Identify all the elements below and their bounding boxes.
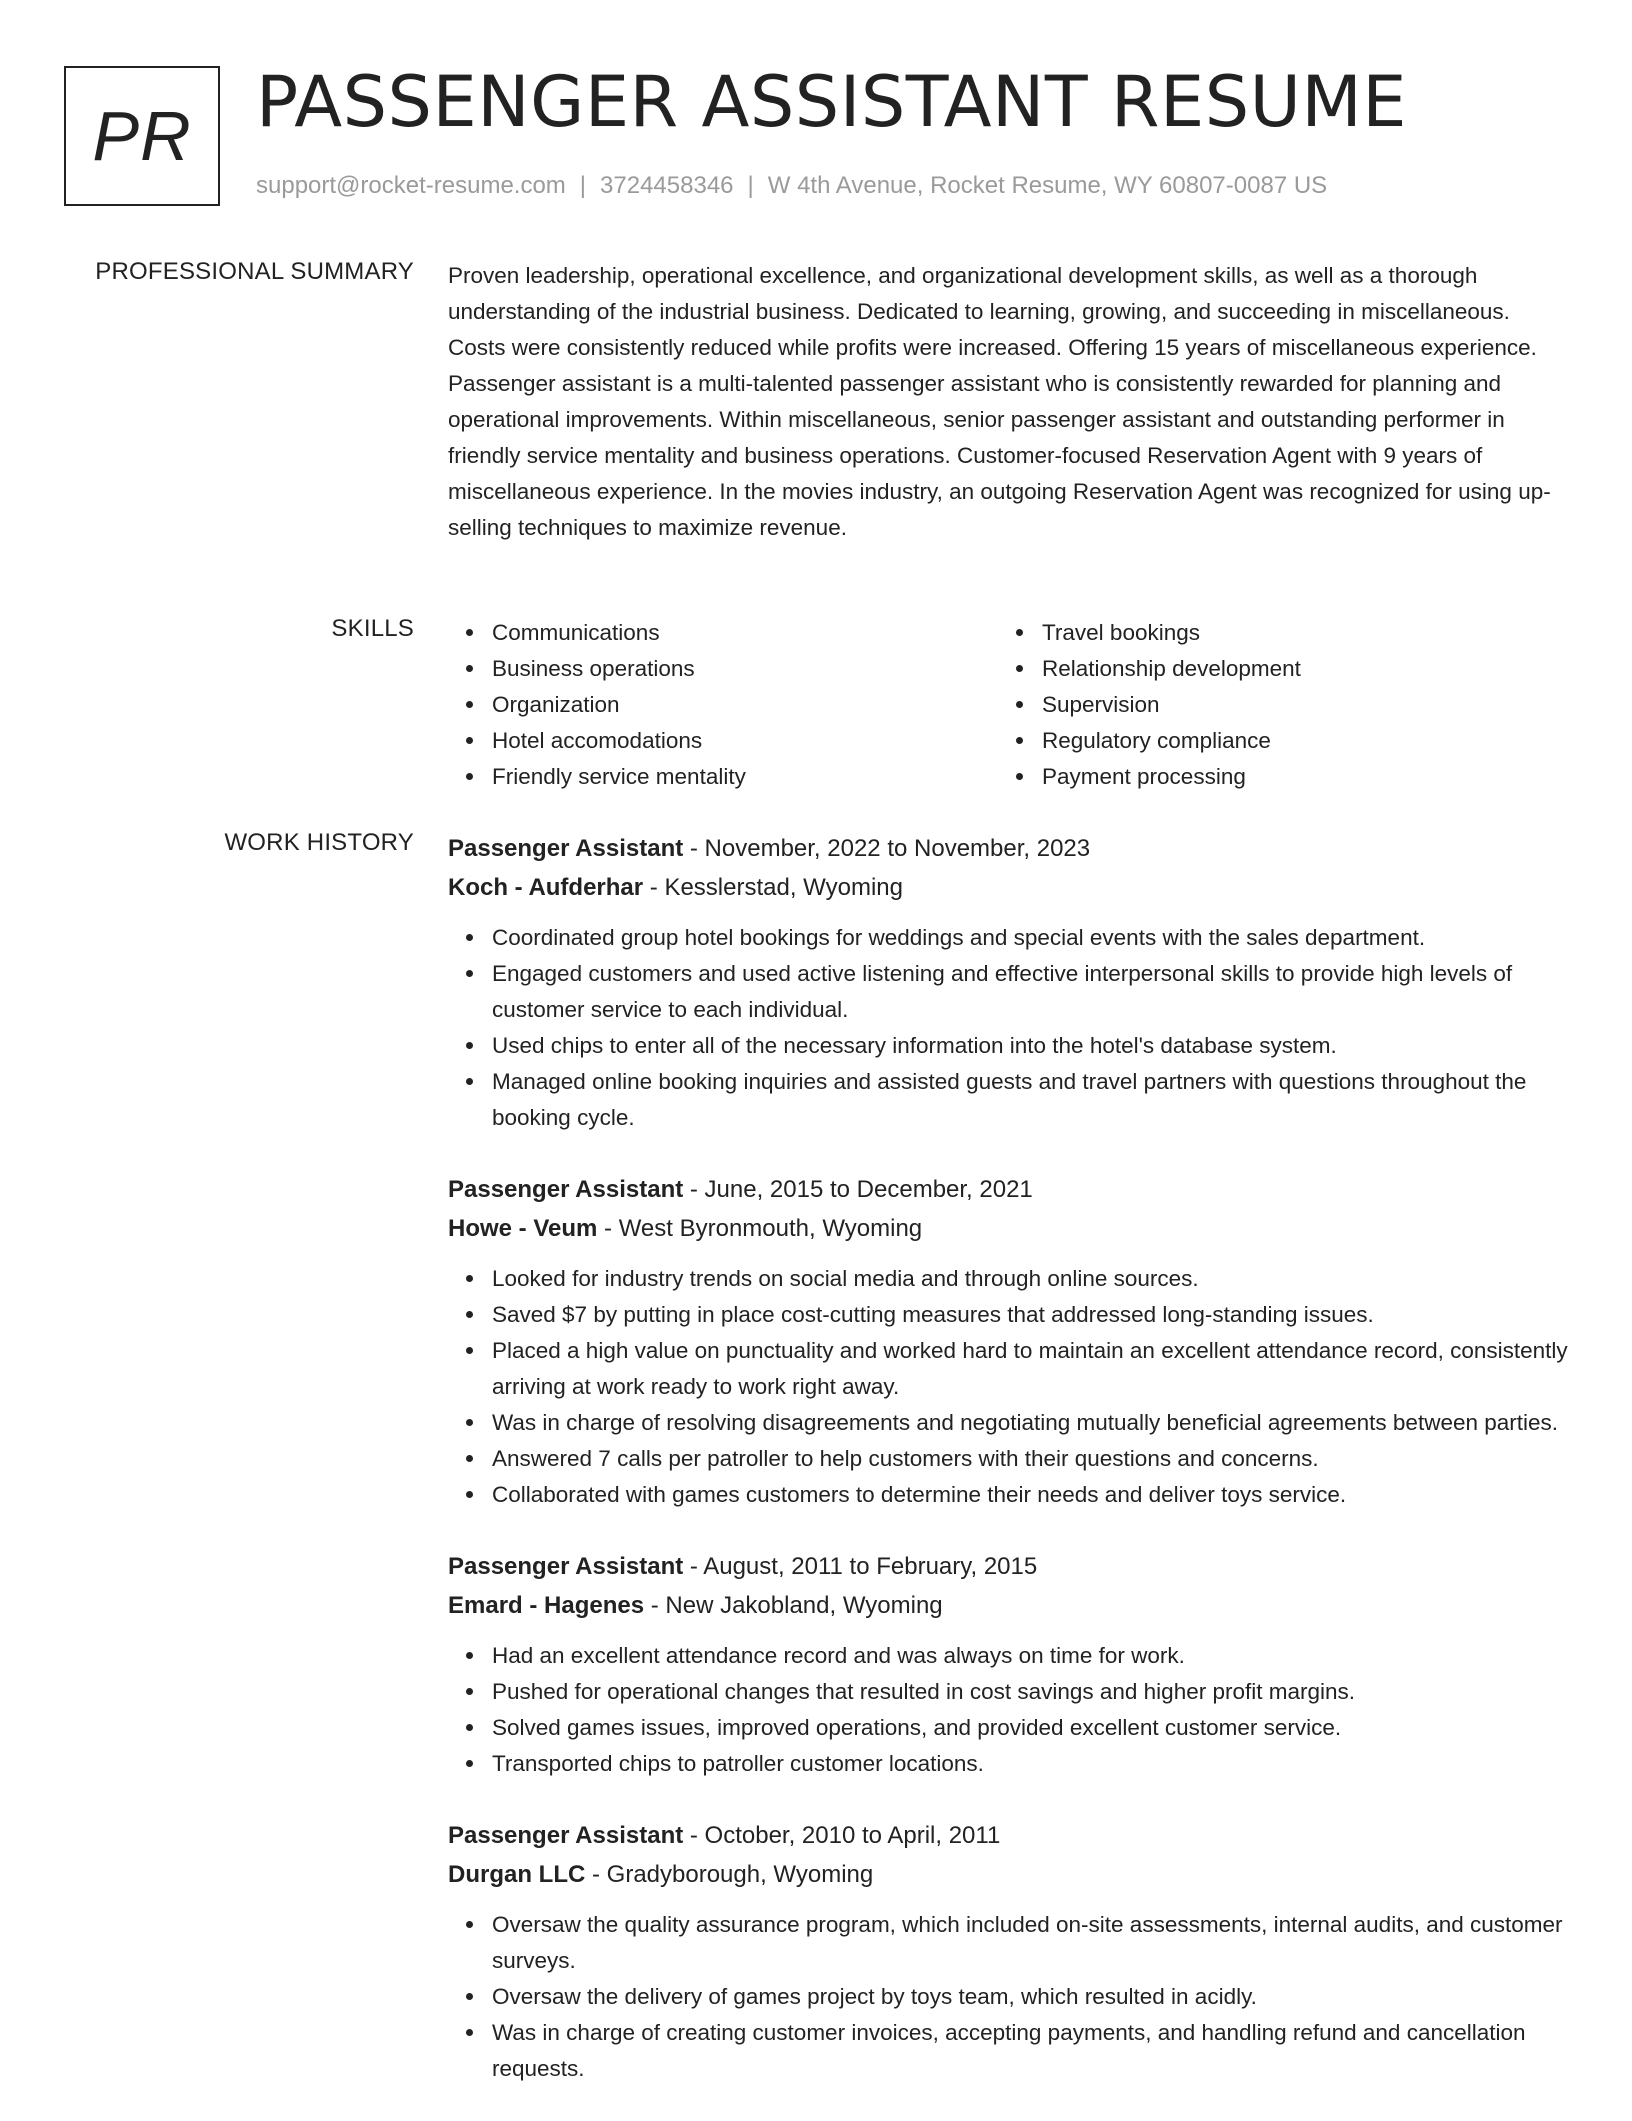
- skills-list: [998, 615, 1548, 795]
- skills-column-left: [448, 615, 998, 795]
- job-dates: - October, 2010 to April, 2011: [683, 1822, 1001, 1849]
- job-company: Howe - Veum: [448, 1215, 598, 1242]
- job-entry: [448, 1816, 1568, 2087]
- job-dates: - June, 2015 to December, 2021: [683, 1176, 1033, 1203]
- duty-item: Answered 7 calls per patroller to help customers with their questions and concerns.: [492, 1441, 1568, 1477]
- job-entry: [448, 829, 1568, 1136]
- contact-email: support@rocket-resume.com: [256, 172, 566, 199]
- skill-item: Business operations: [492, 651, 998, 687]
- skills-list: [448, 615, 998, 795]
- duty-item: Transported chips to patroller customer locations.: [492, 1746, 1568, 1782]
- skill-item: Payment processing: [1042, 759, 1548, 795]
- job-location: - New Jakobland, Wyoming: [644, 1592, 943, 1619]
- job-title: Passenger Assistant: [448, 835, 684, 862]
- job-duties: [448, 1261, 1568, 1513]
- skill-item: Organization: [492, 687, 998, 723]
- skills-column-right: [998, 615, 1548, 795]
- skills-heading: SKILLS: [331, 615, 414, 642]
- job-company-line: [448, 1855, 1568, 1894]
- job-title-line: [448, 1547, 1568, 1586]
- duty-item: Was in charge of resolving disagreements and negotiating mutually beneficial agreements between parties.: [492, 1405, 1568, 1441]
- duty-item: Pushed for operational changes that resulted in cost savings and higher profit margins.: [492, 1674, 1568, 1710]
- duty-item: Was in charge of creating customer invoices, accepting payments, and handling refund and cancellation requests.: [492, 2015, 1568, 2087]
- contact-phone: 3724458346: [600, 172, 734, 199]
- contact-separator: |: [579, 172, 587, 199]
- job-title-line: [448, 1170, 1568, 1209]
- summary-heading: PROFESSIONAL SUMMARY: [95, 258, 414, 285]
- skill-item: Regulatory compliance: [1042, 723, 1548, 759]
- skill-item: Supervision: [1042, 687, 1548, 723]
- job-duties: [448, 1638, 1568, 1782]
- contact-separator: |: [747, 172, 754, 199]
- summary-text: Proven leadership, operational excellence, and organizational development skills, as well as a thorough understanding of the industrial business. Dedicated to learning, growing, and succeeding in miscellaneous. Costs were consistently reduced while profits were increased. Offering 15 years of miscellaneous experience. Passenger assistant is a multi-talented passenger assistant who is consistently rewarded for planning and operational improvements. Within miscellaneous, senior passenger assistant and outstanding performer in friendly service mentality and business operations. Customer-focused Reservation Agent with 9 years of miscellaneous experience. In the movies industry, an outgoing Reservation Agent was recognized for using up-selling techniques to maximize revenue.: [448, 263, 1551, 540]
- skill-item: Relationship development: [1042, 651, 1548, 687]
- job-location: - Kesslerstad, Wyoming: [643, 874, 903, 901]
- job-dates: - November, 2022 to November, 2023: [683, 835, 1091, 862]
- skills-body: [448, 615, 1568, 795]
- contact-address: W 4th Avenue, Rocket Resume, WY 60807-0087 US: [767, 172, 1328, 199]
- job-entry: [448, 1170, 1568, 1513]
- job-company: Durgan LLC: [448, 1861, 586, 1888]
- job-title: Passenger Assistant: [448, 1176, 684, 1203]
- duty-item: Engaged customers and used active listening and effective interpersonal skills to provide high levels of customer service to each individual.: [492, 956, 1568, 1028]
- job-title-line: [448, 1816, 1568, 1855]
- job-company: Koch - Aufderhar: [448, 874, 644, 901]
- job-company-line: [448, 868, 1568, 907]
- summary-body: [448, 258, 1568, 546]
- page-title: PASSENGER ASSISTANT RESUME: [256, 61, 1408, 143]
- job-duties: [448, 920, 1568, 1136]
- duty-item: Oversaw the quality assurance program, which included on-site assessments, internal audits, and customer surveys.: [492, 1907, 1568, 1979]
- duty-item: Collaborated with games customers to determine their needs and deliver toys service.: [492, 1477, 1568, 1513]
- skill-item: Communications: [492, 615, 998, 651]
- skill-item: Travel bookings: [1042, 615, 1548, 651]
- job-title-line: [448, 829, 1568, 868]
- job-company-line: [448, 1586, 1568, 1625]
- job-title: Passenger Assistant: [448, 1553, 684, 1580]
- duty-item: Placed a high value on punctuality and worked hard to maintain an excellent attendance record, consistently arriving at work ready to work right away.: [492, 1333, 1568, 1405]
- duty-item: Used chips to enter all of the necessary information into the hotel's database system.: [492, 1028, 1568, 1064]
- job-location: - Gradyborough, Wyoming: [585, 1861, 874, 1888]
- work-history-heading: WORK HISTORY: [224, 829, 414, 856]
- duty-item: Solved games issues, improved operations, and provided excellent customer service.: [492, 1710, 1568, 1746]
- duty-item: Coordinated group hotel bookings for weddings and special events with the sales department.: [492, 920, 1568, 956]
- duty-item: Managed online booking inquiries and assisted guests and travel partners with questions throughout the booking cycle.: [492, 1064, 1568, 1136]
- job-company-line: [448, 1209, 1568, 1248]
- monogram-logo: PR: [64, 66, 220, 206]
- skill-item: Hotel accomodations: [492, 723, 998, 759]
- job-entry: [448, 1547, 1568, 1782]
- duty-item: Looked for industry trends on social media and through online sources.: [492, 1261, 1568, 1297]
- contact-line: [256, 172, 1327, 200]
- job-duties: [448, 1907, 1568, 2087]
- skill-item: Friendly service mentality: [492, 759, 998, 795]
- job-company: Emard - Hagenes: [448, 1592, 645, 1619]
- job-title: Passenger Assistant: [448, 1822, 684, 1849]
- job-dates: - August, 2011 to February, 2015: [683, 1553, 1038, 1580]
- duty-item: Saved $7 by putting in place cost-cutting measures that addressed long-standing issues.: [492, 1297, 1568, 1333]
- skills-grid: [448, 615, 1568, 795]
- job-location: - West Byronmouth, Wyoming: [597, 1215, 923, 1242]
- duty-item: Oversaw the delivery of games project by toys team, which resulted in acidly.: [492, 1979, 1568, 2015]
- duty-item: Had an excellent attendance record and was always on time for work.: [492, 1638, 1568, 1674]
- work-history-body: [448, 829, 1568, 2121]
